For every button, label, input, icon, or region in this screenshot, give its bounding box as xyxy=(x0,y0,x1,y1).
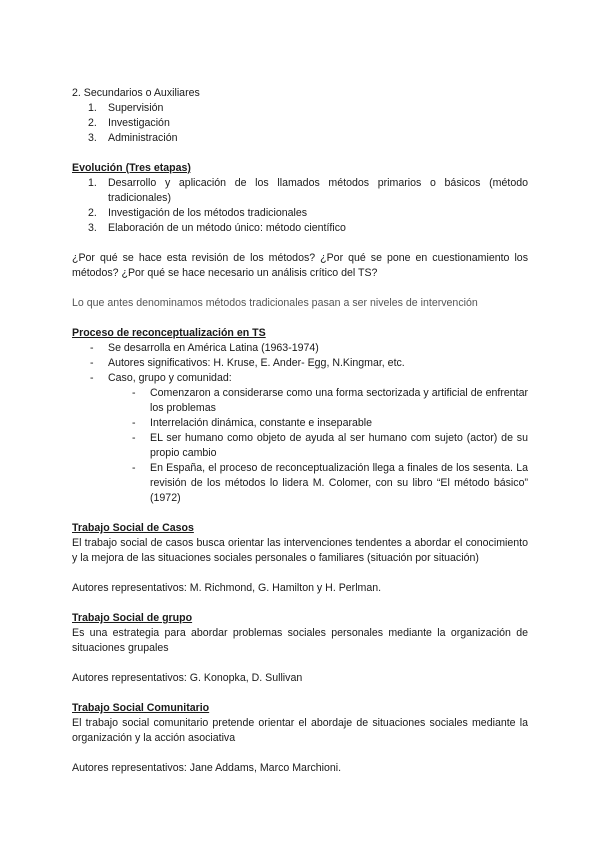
evolucion-list xyxy=(72,176,528,236)
list-item: 1. Desarrollo y aplicación de los llamados métodos primarios o básicos (método tradicionales) xyxy=(88,177,528,204)
document-page xyxy=(72,86,528,776)
list-item: - Comenzaron a considerarse como una forma sectorizada y artificial de enfrentar los problemas xyxy=(132,387,528,414)
list-item: - Interrelación dinámica, constante e inseparable xyxy=(132,417,373,429)
list-item: - En España, el proceso de reconceptualización llega a finales de los sesenta. La revisión de los métodos lo lidera M. Colomer, con su libro “El método básico” (1972) xyxy=(132,462,528,504)
list-item: 3. Administración xyxy=(88,132,178,144)
section-heading-reconceptualizacion: Proceso de reconceptualización en TS xyxy=(72,327,266,339)
list-item: - Caso, grupo y comunidad: xyxy=(90,372,232,384)
list-item: - EL ser humano como objeto de ayuda al ser humano com sujeto (actor) de su propio cambio xyxy=(132,432,528,459)
reconceptualizacion-list xyxy=(72,341,528,386)
comunitario-authors: Autores representativos: Jane Addams, Marco Marchioni. xyxy=(72,762,342,774)
note-paragraph: Lo que antes denominamos métodos tradicionales pasan a ser niveles de intervención xyxy=(72,297,478,309)
question-paragraph: ¿Por qué se hace esta revisión de los métodos? ¿Por qué se pone en cuestionamiento los métodos? ¿Por qué se hace necesario un análisis crítico del TS? xyxy=(72,252,528,279)
list-item: 3. Elaboración de un método único: método científico xyxy=(88,222,346,234)
list-item: 1. Supervisión xyxy=(88,102,164,114)
section-heading-comunitario: Trabajo Social Comunitario xyxy=(72,702,210,714)
list-item: 2. Investigación de los métodos tradicionales xyxy=(88,207,308,219)
casos-body: El trabajo social de casos busca orientar las intervenciones tendentes a abordar el conocimiento y la mejora de las situaciones sociales personales o familiares (situación por situación) xyxy=(72,537,528,564)
list-item: - Se desarrolla en América Latina (1963-1974) xyxy=(90,342,319,354)
intro-list xyxy=(72,101,528,146)
section-heading-grupo: Trabajo Social de grupo xyxy=(72,612,193,624)
intro-line: 2. Secundarios o Auxiliares xyxy=(72,87,200,99)
section-heading-casos: Trabajo Social de Casos xyxy=(72,522,194,534)
grupo-body: Es una estrategia para abordar problemas sociales personales mediante la organización de situaciones grupales xyxy=(72,627,528,654)
list-item: 2. Investigación xyxy=(88,117,170,129)
reconceptualizacion-sublist xyxy=(72,386,528,506)
comunitario-body: El trabajo social comunitario pretende orientar el abordaje de situaciones sociales mediante la organización y la acción asociativa xyxy=(72,717,528,744)
grupo-authors: Autores representativos: G. Konopka, D. Sullivan xyxy=(72,672,303,684)
list-item: - Autores significativos: H. Kruse, E. Ander- Egg, N.Kingmar, etc. xyxy=(90,357,405,369)
casos-authors: Autores representativos: M. Richmond, G. Hamilton y H. Perlman. xyxy=(72,582,382,594)
section-heading-evolucion: Evolución (Tres etapas) xyxy=(72,162,191,174)
